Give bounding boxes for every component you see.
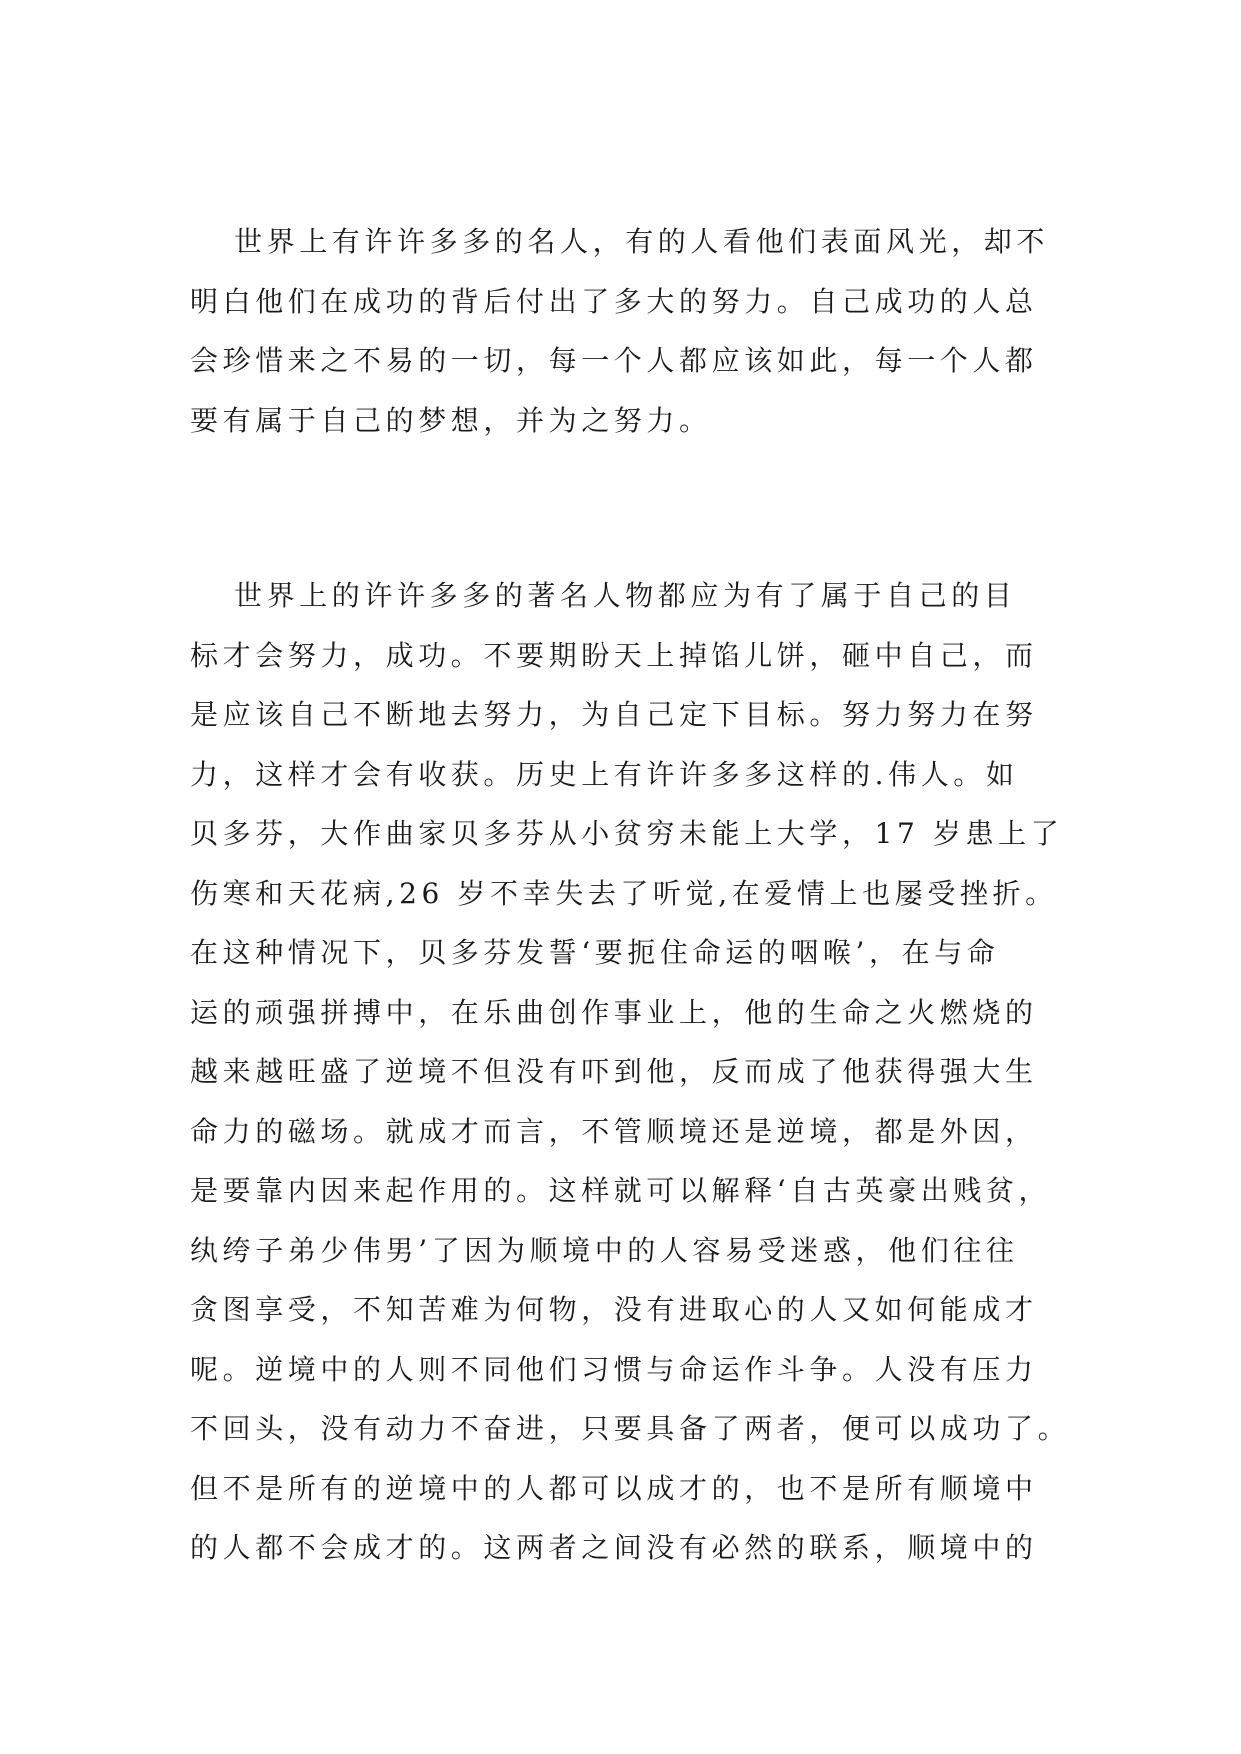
text-line: 世界上的许许多多的著名人物都应为有了属于自己的目 — [234, 579, 1017, 612]
text-line: 明白他们在成功的背后付出了多大的努力。自己成功的人总 — [190, 284, 1038, 318]
text-line: 纨绔子弟少伟男’了因为顺境中的人容易受迷惑，他们往往 — [190, 1233, 1019, 1267]
text-line: 在这种情况下，贝多芬发誓‘要扼住命运的咽喉’，在与命 — [190, 936, 1000, 969]
text-line: 贪图享受，不知苦难为何物，没有进取心的人又如何能成才 — [190, 1293, 1038, 1326]
text-line: 是要靠内因来起作用的。这样就可以解释‘自古英豪出贱贫， — [190, 1174, 1052, 1207]
text-line: 力，这样才会有收获。历史上有许许多多这样的.伟人。如 — [190, 757, 1019, 791]
text-line: 会珍惜来之不易的一切，每一个人都应该如此，每一个人都 — [190, 344, 1038, 377]
text-line: 不回头，没有动力不奋进，只要具备了两者，便可以成功了。 — [190, 1412, 1071, 1445]
text-line: 是应该自己不断地去努力，为自己定下目标。努力努力在努 — [190, 698, 1038, 731]
text-line: 要有属于自己的梦想，并为之努力。 — [190, 403, 712, 437]
paragraph-2 — [190, 566, 1071, 1578]
text-line: 的人都不会成才的。这两者之间没有必然的联系，顺境中的 — [190, 1531, 1038, 1564]
text-line: 但不是所有的逆境中的人都可以成才的，也不是所有顺境中 — [190, 1471, 1038, 1505]
paragraph-1 — [190, 212, 1050, 450]
text-line: 标才会努力，成功。不要期盼天上掉馅儿饼，砸中自己，而 — [190, 638, 1038, 672]
text-line: 贝多芬，大作曲家贝多芬从小贫穷未能上大学，17 岁患上了 — [190, 817, 1064, 850]
text-line: 运的顽强拼搏中，在乐曲创作事业上，他的生命之火燃烧的 — [190, 995, 1038, 1029]
text-line: 命力的磁场。就成才而言，不管顺境还是逆境，都是外因， — [190, 1114, 1038, 1148]
text-line: 伤寒和天花病,26 岁不幸失去了听觉,在爱情上也屡受挫折。 — [190, 876, 1058, 910]
text-line: 呢。逆境中的人则不同他们习惯与命运作斗争。人没有压力 — [190, 1352, 1038, 1386]
text-line: 越来越旺盛了逆境不但没有吓到他，反而成了他获得强大生 — [190, 1055, 1038, 1088]
text-line: 世界上有许许多多的名人，有的人看他们表面风光，却不 — [234, 225, 1050, 258]
